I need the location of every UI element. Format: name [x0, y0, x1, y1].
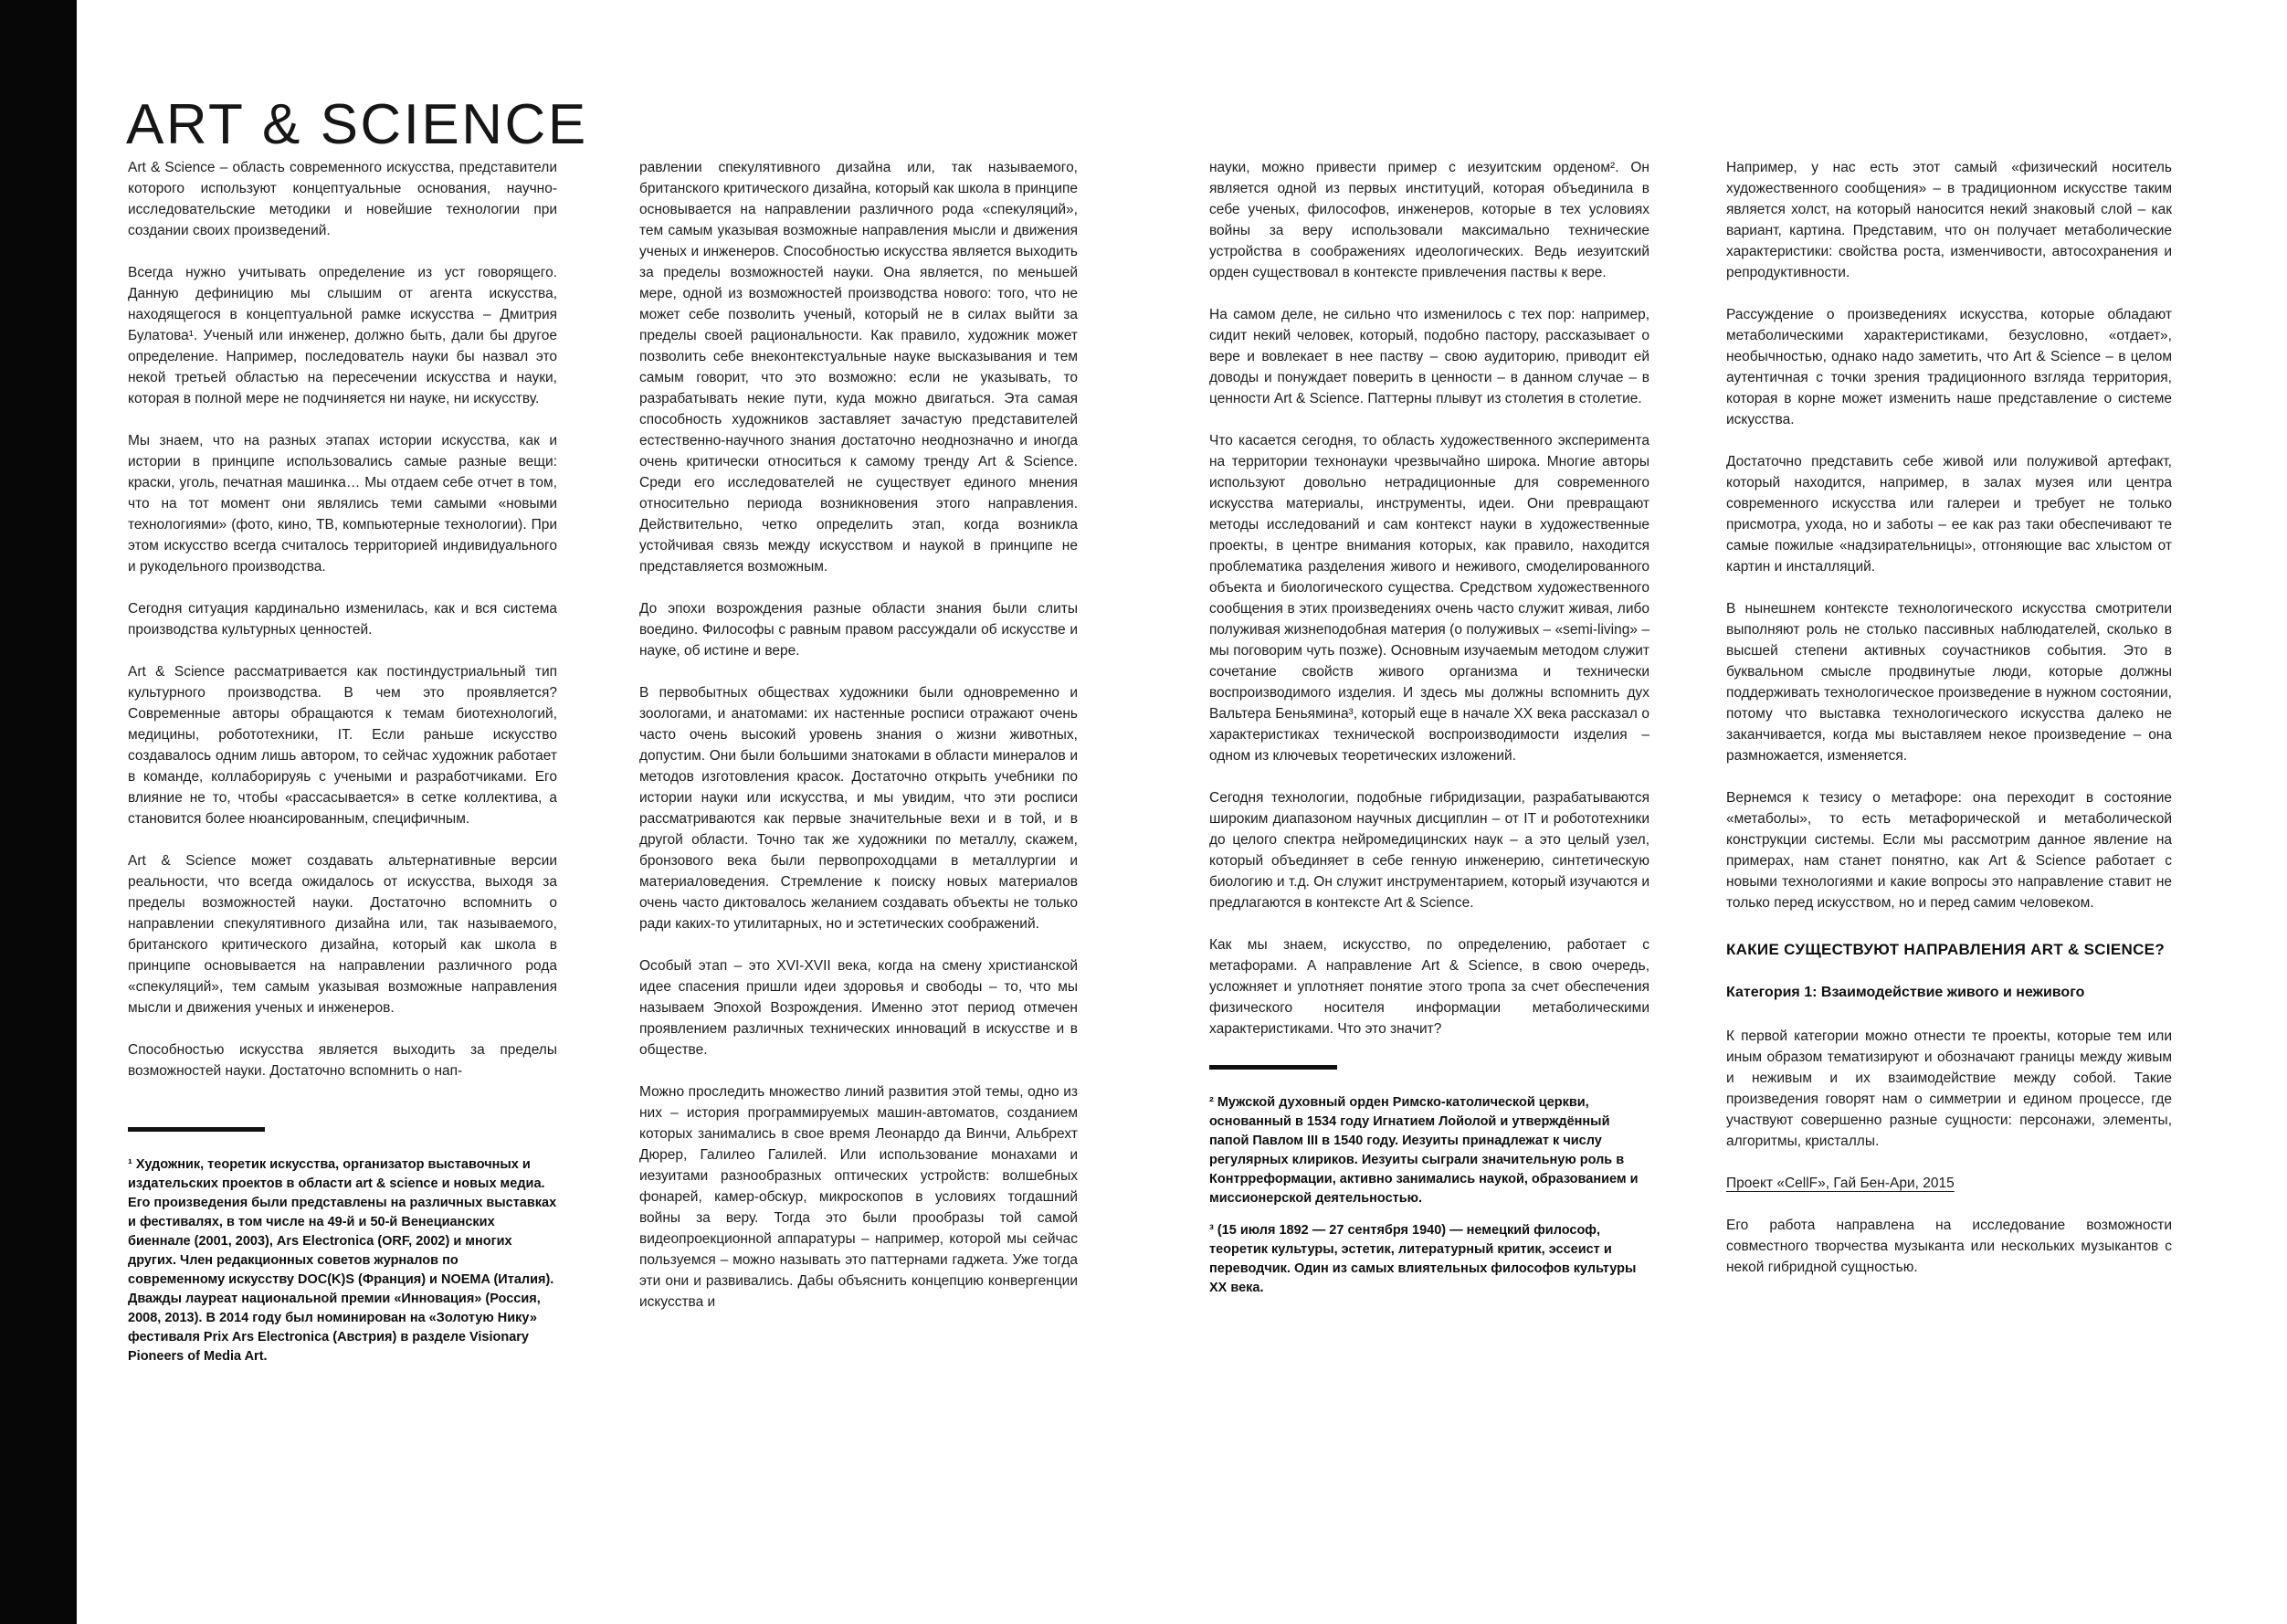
paragraph: На самом деле, не сильно что изменилось с тех пор: например, сидит некий человек, который, подобно пастору, рассказывает о вере и вовлекает в нее паству – свою аудиторию, приводит ей доводы и понуждает поверить в ценности – в данном случае – в ценности Art & Science. Паттерны плывут из столетия в столетие. — [1209, 307, 1649, 406]
paragraph: Можно проследить множество линий развития этой темы, одно из них – история программируемых машин-автоматов, созданием которых занимались в свое время Леонардо да Винчи, Альбрехт Дюрер, Галилео Галилей. Или использование монахами и иезуитами разнообразных оптических устройств: волшебных фонарей, камер-обскур, микроскопов в условиях тогдашний войны за веру. Тогда это были прообразы той самой видеопроекционной аппаратуры – например, которой мы сейчас пользуемся – можно называть это паттернами гаджета. Уже тогда эти они и развивались. Дабы объяснить концепцию конвергенции искусства и — [639, 1084, 1078, 1310]
text-column-2 — [639, 157, 1078, 1334]
paragraph: До эпохи возрождения разные области знания были слиты воедино. Философы с равным правом рассуждали об искусстве и науке, об истине и вере. — [639, 601, 1078, 659]
text-column-4 — [1726, 157, 2172, 1299]
paragraph: Art & Science рассматривается как постиндустриальный тип культурного производства. В чем это проявляется? Современные авторы обращаются к темам биотехнологий, медицины, робототехники, IT. Если раньше искусство создавалось одним лишь автором, то сейчас художник работает в команде, коллаборируяь с учеными и разработчиками. Его влияние не то, чтобы «рассасывается» в сетке коллектива, а становится более нюансированным, специфичным. — [128, 664, 557, 827]
text-column-1 — [128, 157, 557, 1379]
paragraph: Сегодня технологии, подобные гибридизации, разрабатываются широким диапазоном научных дисциплин – от IT и робототехники до целого спектра нейромедицинских наук – а это целый узел, который объединяет в себе генную инженерию, синтетическую биологию и т.д. Он служит инструментарием, который изучаются и предлагаются в контексте Art & Science. — [1209, 790, 1649, 911]
paragraph: Что касается сегодня, то область художественного эксперимента на территории технонауки чрезвычайно широка. Многие авторы используют довольно нетрадиционные для современного искусства материалы, инструменты, идеи. Они превращают методы исследований и сам контекст науки в художественные проекты, в центре внимания которых, как правило, находится проблематика разделения живого и неживого, смоделированного объекта и биологического существа. Средством художественного сообщения в этих произведениях очень часто служит живая, либо полуживая жизнеподобная материя (о полуживых – «semi-living» – мы поговорим чуть позже). Основным изучаемым методом служит сочетание свойств живого организма и технически воспроизводимого изделия. И здесь мы должны вспомнить дух Вальтера Беньямина³, который еще в начале XX века рассказал о характеристиках технической воспроизводимости изделия – одном из ключевых теоретических изложений. — [1209, 433, 1649, 764]
project-cellf-link[interactable]: Проект «CellF», Гай Бен-Ари, 2015 — [1726, 1176, 1955, 1191]
section-heading: КАКИЕ СУЩЕСТВУЮТ НАПРАВЛЕНИЯ ART & SCIENCE? — [1726, 941, 2166, 958]
paragraph: Как мы знаем, искусство, по определению, работает с метафорами. А направление Art & Science, в свою очередь, усложняет и уплотняет понятие этого тропа за счет обеспечения физического носителя информации метаболическими характеристиками. Что это значит? — [1209, 937, 1649, 1037]
project-link-line — [1726, 1173, 2172, 1194]
article-title: ART & SCIENCE — [126, 92, 588, 156]
footnote-3: ³ (15 июля 1892 — 27 сентября 1940) — немецкий философ, теоретик культуры, эстетик, литературный критик, эссеист и переводчик. Один из самых влиятельных философов культуры XX века. — [1209, 1223, 1637, 1295]
right-sidebar — [0, 0, 77, 1624]
paragraph: Art & Science может создавать альтернативные версии реальности, что всегда ожидалось от искусства, выходя за пределы возможностей науки. Достаточно вспомнить о направлении спекулятивного дизайна или, так называемого, британского критического дизайна, который как школа в принципе основывается на направлении различного рода «спекуляций», тем самым указывая возможные направления мысли и движения ученых и инженеров. — [128, 853, 557, 1016]
paragraph: Сегодня ситуация кардинально изменилась, как и вся система производства культурных ценностей. — [128, 601, 557, 638]
paragraph: В первобытных обществах художники были одновременно и зоологами, и анатомами: их настенные росписи отражают очень часто очень высокий уровень знания о жизни животных, допустим. Они были большими знатоками в области минералов и методов изготовления красок. Достаточно открыть учебники по истории науки или искусства, и мы увидим, что эти росписи рассматриваются как первые значительные вехи и в той, и в другой области. Точно так же художники по металлу, скажем, бронзового века были первопроходцами в металлургии и материаловедения. Стремление к поиску новых материалов очень часто диктовалось желанием создавать объекты не только ради каких-то утилитарных, но и эстетических соображений. — [639, 685, 1078, 932]
paragraph: Достаточно представить себе живой или полуживой артефакт, который находится, например, в залах музея или центра современного искусства или галереи и требует не только присмотра, ухода, но и заботы – ее как раз таки обеспечивают те самые пожилые «надзирательницы», отгоняющие вас хлыстом от картин и инсталляций. — [1726, 454, 2172, 575]
page-number-right: 53 — [2236, 798, 2253, 820]
text-column-3 — [1209, 157, 1649, 1311]
paragraph: науки, можно привести пример с иезуитским орденом². Он является одной из первых институций, которая объединила в себе ученых, философов, инженеров, которые в тех условиях войны за веру использовали максимально технические устройства в соображениях идеологических. Ведь иезуитский орден существовал в контексте привлечения паствы к вере. — [1209, 160, 1649, 280]
footnote-divider — [128, 1127, 265, 1132]
paragraph: Рассуждение о произведениях искусства, которые обладают метаболическими характеристиками, безусловно, «отдает», необычностью, однако надо заметить, что Art & Science – в целом аутентичная с точки зрения традиционного взгляда территория, которая в корне может изменить наше представление о системе искусства. — [1726, 307, 2172, 427]
footnote-2: ² Мужской духовный орден Римско-католической церкви, основанный в 1534 году Игнатием Лойолой и утверждённый папой Павлом III в 1540 году. Иезуиты принадлежат к числу регулярных клириков. Иезуиты сыграли значительную роль в Контрреформации, активно занимались наукой, образованием и миссионерской деятельностью. — [1209, 1095, 1639, 1206]
paragraph: Особый этап – это XVI-XVII века, когда на смену христианской идее спасения пришли идеи здоровья и свободы – то, что мы называем Эпохой Возрождения. Именно этот период отмечен проявлением различных технических инноваций в искусстве и в обществе. — [639, 958, 1078, 1058]
paragraph: Вернемся к тезису о метафоре: она переходит в состояние «метаболы», то есть метафорической и метаболической конструкции системы. Если мы рассмотрим данное явление на примерах, нам станет понятно, как Art & Science работает с новыми технологиями и какие вопросы это направление ставит не только перед искусством, но и перед самим человеком. — [1726, 790, 2172, 911]
paragraph: Способностью искусства является выходить за пределы возможностей науки. Достаточно вспомнить о нап- — [128, 1042, 557, 1079]
footnote-divider — [1209, 1065, 1337, 1070]
paragraph: равлении спекулятивного дизайна или, так называемого, британского критического дизайна, который как школа в принципе основывается на направлении различного рода «спекуляций», тем самым указывая возможные направления мысли и движения ученых и инженеров. Способностью искусства является выходить за пределы возможностей науки. Она является, по меньшей мере, одной из возможностей производства нового: того, что не может себе позволить ученый, который не в силах выйти за пределы своей рациональности. Как правило, художник может позволить себе внеконтекстуальные науке высказывания и тем самым говорит, что это возможно: если не указывать, то разрабатывать некие пути, куда можно двигаться. Эта самая способность художников заставляет зачастую представителей естественно-научного знания достаточно неоднозначно и иногда очень критически относиться к самому тренду Art & Science. Среди его исследователей не существует единого мнения относительно периода возникновения этого направления. Действительно, четко определить этап, когда возникла устойчивая связь между искусством и наукой в принципе не представляется возможным. — [639, 160, 1078, 575]
paragraph: Мы знаем, что на разных этапах истории искусства, как и истории в принципе использовались самые разные вещи: краски, уголь, печатная машинка… Мы отдаем себе отчет в том, что на тот момент они являлись теми самыми «новыми технологиями» (фото, кино, ТВ, компьютерные технологии). При этом искусство всегда считалось территорией индивидуального и рукодельного производства. — [128, 433, 557, 575]
category-subheading: Категория 1: Взаимодействие живого и неживого — [1726, 985, 2085, 1000]
paragraph: Всегда нужно учитывать определение из уст говорящего. Данную дефиницию мы слышим от агента искусства, находящегося в концептуальной рамке искусства – Дмитрия Булатова¹. Ученый или инженер, должно быть, дали бы другое определение. Например, последователь науки бы назвал это некой третьей областью на пересечении искусства и науки, которая в полной мере не подчиняется ни науке, ни искусству. — [128, 265, 557, 406]
paragraph: Его работа направлена на исследование возможности совместного творчества музыканта или нескольких музыкантов с некой гибридной сущностью. — [1726, 1218, 2172, 1275]
footnote-1: ¹ Художник, теоретик искусства, организатор выставочных и издательских проектов в области art & science и новых медиа. Его произведения были представлены на различных выставках и фестивалях, в том числе на 49-й и 50-й Венецианских биеннале (2001, 2003), Ars Electronica (ORF, 2002) и многих других. Член редакционных советов журналов по современному искусству DOC(K)S (Франция) и NOEMA (Италия). Дважды лауреат национальной премии «Инновация» (Россия, 2008, 2013). В 2014 году был номинирован на «Золотую Нику» фестиваля Prix Ars Electronica (Австрия) в разделе Visionary Pioneers of Media Art. — [128, 1157, 557, 1364]
paragraph: Например, у нас есть этот самый «физический носитель художественного сообщения» – в традиционном искусстве таким является холст, на который наносится некий знаковый слой – как вариант, картина. Представим, что он получает метаболические характеристики: свойства роста, изменчивости, автосохранения и репродуктивности. — [1726, 160, 2172, 280]
paragraph: Art & Science – область современного искусства, представители которого используют концептуальные основания, научно-исследовательские методики и новейшие технологии при создании своих произведений. — [128, 160, 557, 238]
paragraph: К первой категории можно отнести те проекты, которые тем или иным образом тематизируют и обозначают границы между живым и неживым и их взаимодействие между собой. Такие произведения говорят нам о симметрии и едином процессе, где участвуют совершенно разные сущности: персонажи, элементы, алгоритмы, кристаллы. — [1726, 1028, 2172, 1149]
paragraph: В нынешнем контексте технологического искусства смотрители выполняют роль не столько пассивных наблюдателей, сколько в высшей степени активных соучастников события. Это в буквальном смысле продвинутые люди, которые должны поддерживать технологическое произведение в нужном состоянии, потому что выставка технологического искусства далеко не заканчивается, когда мы выставляем некое произведение – она размножается, изменяется. — [1726, 601, 2172, 764]
